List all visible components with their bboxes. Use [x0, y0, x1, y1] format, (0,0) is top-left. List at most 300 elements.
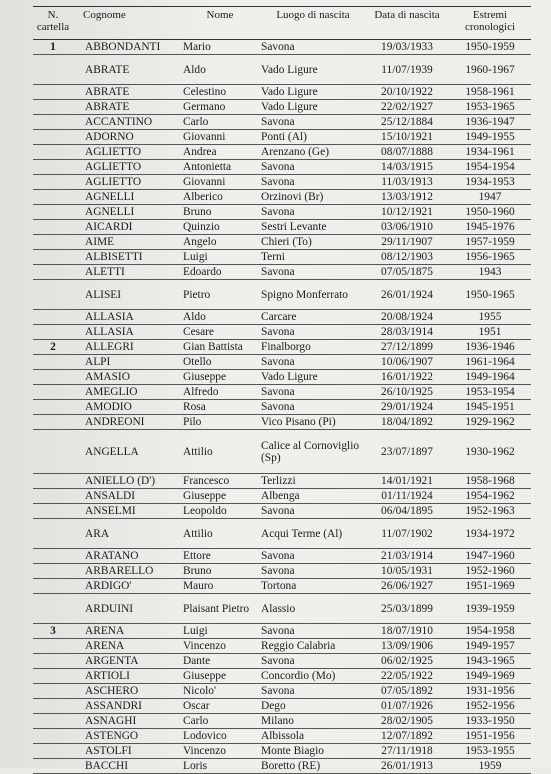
table-row — [33, 250, 531, 265]
data-nascita-cell: 07/05/1875 — [365, 265, 449, 280]
cognome-cell: ARDIGO' — [73, 579, 179, 594]
cognome-cell: ANGELLA — [73, 430, 179, 474]
table-row — [33, 55, 531, 85]
header-cartella: N. cartella — [33, 7, 73, 40]
cartella-number: 2 — [33, 340, 73, 355]
estremi-cell: 1933-1950 — [449, 714, 531, 729]
cognome-cell: ARENA — [73, 639, 179, 654]
nome-cell: Carlo — [179, 115, 261, 130]
table-row — [33, 415, 531, 430]
cartella-number — [33, 549, 73, 564]
header-row — [33, 7, 531, 40]
cartella-number — [33, 579, 73, 594]
cognome-cell: ASNAGHI — [73, 714, 179, 729]
table-row — [33, 280, 531, 310]
cognome-cell: AGNELLI — [73, 190, 179, 205]
cartella-number: 3 — [33, 624, 73, 639]
nome-cell: Oscar — [179, 699, 261, 714]
cartella-number: 1 — [33, 40, 73, 55]
luogo-cell: Vico Pisano (Pi) — [261, 415, 365, 430]
cognome-cell: ABRATE — [73, 85, 179, 100]
nome-cell: Giuseppe — [179, 669, 261, 684]
table-row — [33, 220, 531, 235]
estremi-cell: 1953-1965 — [449, 100, 531, 115]
estremi-cell: 1954-1954 — [449, 160, 531, 175]
luogo-cell: Acqui Terme (Al) — [261, 519, 365, 549]
luogo-cell: Carcare — [261, 310, 365, 325]
luogo-cell: Savona — [261, 504, 365, 519]
cartella-number — [33, 639, 73, 654]
nome-cell: Giovanni — [179, 130, 261, 145]
cartella-number — [33, 759, 73, 774]
luogo-cell: Savona — [261, 160, 365, 175]
estremi-cell: 1950-1960 — [449, 205, 531, 220]
cognome-cell: ARTIOLI — [73, 669, 179, 684]
data-nascita-cell: 22/05/1922 — [365, 669, 449, 684]
cognome-cell: ANIELLO (D') — [73, 474, 179, 489]
estremi-cell: 1954-1962 — [449, 489, 531, 504]
table-row — [33, 100, 531, 115]
cartella-number — [33, 205, 73, 220]
estremi-cell: 1951-1969 — [449, 579, 531, 594]
cognome-cell: AGLIETTO — [73, 145, 179, 160]
data-nascita-cell: 01/11/1924 — [365, 489, 449, 504]
data-nascita-cell: 01/07/1926 — [365, 699, 449, 714]
nome-cell: Attilio — [179, 430, 261, 474]
data-nascita-cell: 23/07/1897 — [365, 430, 449, 474]
nome-cell: Germano — [179, 100, 261, 115]
estremi-cell: 1934-1953 — [449, 175, 531, 190]
table-row — [33, 714, 531, 729]
cognome-cell: ASCHERO — [73, 684, 179, 699]
luogo-cell: Savona — [261, 400, 365, 415]
data-nascita-cell: 10/12/1921 — [365, 205, 449, 220]
data-nascita-cell: 28/02/1905 — [365, 714, 449, 729]
data-nascita-cell: 10/05/1931 — [365, 564, 449, 579]
nome-cell: Giuseppe — [179, 370, 261, 385]
cognome-cell: ALLASIA — [73, 310, 179, 325]
cognome-cell: ARBARELLO — [73, 564, 179, 579]
table-row — [33, 190, 531, 205]
table-row — [33, 85, 531, 100]
nome-cell: Luigi — [179, 624, 261, 639]
cognome-cell: AGLIETTO — [73, 160, 179, 175]
estremi-cell: 1954-1958 — [449, 624, 531, 639]
cognome-cell: ARENA — [73, 624, 179, 639]
luogo-cell: Chieri (To) — [261, 235, 365, 250]
nome-cell: Plaisant Pietro — [179, 594, 261, 624]
header-nome: Nome — [179, 7, 261, 40]
data-nascita-cell: 18/07/1910 — [365, 624, 449, 639]
luogo-cell: Savona — [261, 115, 365, 130]
luogo-cell: Savona — [261, 624, 365, 639]
cognome-cell: ASTOLFI — [73, 744, 179, 759]
data-nascita-cell: 11/07/1939 — [365, 55, 449, 85]
estremi-cell: 1957-1959 — [449, 235, 531, 250]
table-row — [33, 744, 531, 759]
luogo-cell: Finalborgo — [261, 340, 365, 355]
cognome-cell: AMODIO — [73, 400, 179, 415]
nome-cell: Luigi — [179, 250, 261, 265]
table-row — [33, 504, 531, 519]
luogo-cell: Concordio (Mo) — [261, 669, 365, 684]
nome-cell: Francesco — [179, 474, 261, 489]
cartella-number — [33, 85, 73, 100]
table-row — [33, 564, 531, 579]
data-nascita-cell: 19/03/1933 — [365, 40, 449, 55]
cognome-cell: ASSANDRI — [73, 699, 179, 714]
cognome-cell: ALLEGRI — [73, 340, 179, 355]
header-data-nascita: Data di nascita — [365, 7, 449, 40]
nome-cell: Bruno — [179, 564, 261, 579]
data-nascita-cell: 29/01/1924 — [365, 400, 449, 415]
data-nascita-cell: 29/11/1907 — [365, 235, 449, 250]
cognome-cell: ADORNO — [73, 130, 179, 145]
estremi-cell: 1960-1967 — [449, 55, 531, 85]
nome-cell: Pietro — [179, 280, 261, 310]
cognome-cell: ABBONDANTI — [73, 40, 179, 55]
data-nascita-cell: 27/12/1899 — [365, 340, 449, 355]
data-nascita-cell: 06/02/1925 — [365, 654, 449, 669]
data-nascita-cell: 26/01/1913 — [365, 759, 449, 774]
estremi-cell: 1949-1964 — [449, 370, 531, 385]
cartella-number — [33, 100, 73, 115]
nome-cell: Ettore — [179, 549, 261, 564]
nome-cell: Vincenzo — [179, 744, 261, 759]
table-row — [33, 355, 531, 370]
luogo-cell: Savona — [261, 549, 365, 564]
estremi-cell: 1934-1972 — [449, 519, 531, 549]
cognome-cell: ALISEI — [73, 280, 179, 310]
nome-cell: Loris — [179, 759, 261, 774]
cognome-cell: ALBISETTI — [73, 250, 179, 265]
estremi-cell: 1951-1956 — [449, 729, 531, 744]
cartella-number — [33, 235, 73, 250]
luogo-cell: Monte Biagio — [261, 744, 365, 759]
nome-cell: Andrea — [179, 145, 261, 160]
table-row — [33, 385, 531, 400]
table-row — [33, 130, 531, 145]
cognome-cell: ARA — [73, 519, 179, 549]
cartella-number — [33, 564, 73, 579]
luogo-cell: Albenga — [261, 489, 365, 504]
table-row — [33, 699, 531, 714]
cartella-number — [33, 744, 73, 759]
table-row — [33, 370, 531, 385]
cognome-cell: ARATANO — [73, 549, 179, 564]
nome-cell: Aldo — [179, 55, 261, 85]
data-nascita-cell: 12/07/1892 — [365, 729, 449, 744]
cognome-cell: ARGENTA — [73, 654, 179, 669]
estremi-cell: 1950-1965 — [449, 280, 531, 310]
table-row — [33, 684, 531, 699]
nome-cell: Carlo — [179, 714, 261, 729]
cartella-number — [33, 370, 73, 385]
cartella-number — [33, 714, 73, 729]
table-row — [33, 235, 531, 250]
cartella-number — [33, 160, 73, 175]
estremi-cell: 1943 — [449, 265, 531, 280]
cognome-cell: ANSALDI — [73, 489, 179, 504]
estremi-cell: 1955 — [449, 310, 531, 325]
cognome-cell: AGLIETTO — [73, 175, 179, 190]
cognome-cell: ANDREONI — [73, 415, 179, 430]
estremi-cell: 1929-1962 — [449, 415, 531, 430]
table-row — [33, 160, 531, 175]
luogo-cell: Savona — [261, 325, 365, 340]
cartella-number — [33, 145, 73, 160]
nome-cell: Aldo — [179, 310, 261, 325]
cartella-number — [33, 265, 73, 280]
luogo-cell: Ponti (Al) — [261, 130, 365, 145]
header-luogo-nascita: Luogo di nascita — [261, 7, 365, 40]
data-nascita-cell: 03/06/1910 — [365, 220, 449, 235]
nome-cell: Rosa — [179, 400, 261, 415]
nome-cell: Gian Battista — [179, 340, 261, 355]
nome-cell: Dante — [179, 654, 261, 669]
nome-cell: Vincenzo — [179, 639, 261, 654]
estremi-cell: 1952-1956 — [449, 699, 531, 714]
data-nascita-cell: 27/11/1918 — [365, 744, 449, 759]
cognome-cell: AIME — [73, 235, 179, 250]
estremi-cell: 1952-1960 — [449, 564, 531, 579]
cartella-number — [33, 669, 73, 684]
data-nascita-cell: 26/10/1925 — [365, 385, 449, 400]
cognome-cell: ALLASIA — [73, 325, 179, 340]
data-nascita-cell: 21/03/1914 — [365, 549, 449, 564]
estremi-cell: 1953-1954 — [449, 385, 531, 400]
cartella-number — [33, 325, 73, 340]
header-estremi-cronologici: Estremi cronologici — [449, 7, 531, 40]
nome-cell: Attilio — [179, 519, 261, 549]
cartella-number — [33, 729, 73, 744]
table-row — [33, 400, 531, 415]
data-nascita-cell: 25/03/1899 — [365, 594, 449, 624]
luogo-cell: Vado Ligure — [261, 100, 365, 115]
cartella-number — [33, 489, 73, 504]
nome-cell: Celestino — [179, 85, 261, 100]
nome-cell: Bruno — [179, 205, 261, 220]
estremi-cell: 1945-1951 — [449, 400, 531, 415]
cartella-number — [33, 474, 73, 489]
nome-cell: Leopoldo — [179, 504, 261, 519]
table-row — [33, 340, 531, 355]
cartella-number — [33, 175, 73, 190]
cartella-number — [33, 310, 73, 325]
estremi-cell: 1945-1976 — [449, 220, 531, 235]
cartella-number — [33, 115, 73, 130]
cognome-cell: AICARDI — [73, 220, 179, 235]
estremi-cell: 1961-1964 — [449, 355, 531, 370]
luogo-cell: Orzinovi (Br) — [261, 190, 365, 205]
cartella-number — [33, 504, 73, 519]
nome-cell: Lodovico — [179, 729, 261, 744]
luogo-cell: Tortona — [261, 579, 365, 594]
cartella-number — [33, 699, 73, 714]
estremi-cell: 1952-1963 — [449, 504, 531, 519]
luogo-cell: Arenzano (Ge) — [261, 145, 365, 160]
cognome-cell: ARDUINI — [73, 594, 179, 624]
table-row — [33, 489, 531, 504]
data-nascita-cell: 13/09/1906 — [365, 639, 449, 654]
cartella-number — [33, 280, 73, 310]
luogo-cell: Savona — [261, 175, 365, 190]
table-row — [33, 654, 531, 669]
table-row — [33, 549, 531, 564]
nome-cell: Alberico — [179, 190, 261, 205]
data-nascita-cell: 14/01/1921 — [365, 474, 449, 489]
data-nascita-cell: 15/10/1921 — [365, 130, 449, 145]
luogo-cell: Sestri Levante — [261, 220, 365, 235]
cognome-cell: ABRATE — [73, 55, 179, 85]
nome-cell: Cesare — [179, 325, 261, 340]
table-row — [33, 145, 531, 160]
data-nascita-cell: 07/05/1892 — [365, 684, 449, 699]
registry-table — [33, 6, 531, 774]
cognome-cell: ALETTI — [73, 265, 179, 280]
table-row — [33, 175, 531, 190]
estremi-cell: 1958-1968 — [449, 474, 531, 489]
luogo-cell: Vado Ligure — [261, 370, 365, 385]
cartella-number — [33, 355, 73, 370]
data-nascita-cell: 25/12/1884 — [365, 115, 449, 130]
cartella-number — [33, 519, 73, 549]
cartella-number — [33, 654, 73, 669]
estremi-cell: 1934-1961 — [449, 145, 531, 160]
luogo-cell: Albissola — [261, 729, 365, 744]
estremi-cell: 1956-1965 — [449, 250, 531, 265]
estremi-cell: 1949-1957 — [449, 639, 531, 654]
nome-cell: Giuseppe — [179, 489, 261, 504]
nome-cell: Nicolo' — [179, 684, 261, 699]
cognome-cell: AMASIO — [73, 370, 179, 385]
cognome-cell: ALPI — [73, 355, 179, 370]
table-row — [33, 579, 531, 594]
nome-cell: Angelo — [179, 235, 261, 250]
cartella-number — [33, 594, 73, 624]
data-nascita-cell: 06/04/1895 — [365, 504, 449, 519]
estremi-cell: 1936-1947 — [449, 115, 531, 130]
table-row — [33, 474, 531, 489]
table-row — [33, 669, 531, 684]
estremi-cell: 1936-1946 — [449, 340, 531, 355]
nome-cell: Edoardo — [179, 265, 261, 280]
estremi-cell: 1950-1959 — [449, 40, 531, 55]
data-nascita-cell: 18/04/1892 — [365, 415, 449, 430]
table-row — [33, 639, 531, 654]
table-row — [33, 310, 531, 325]
cartella-number — [33, 55, 73, 85]
cartella-number — [33, 430, 73, 474]
table-row — [33, 115, 531, 130]
cartella-number — [33, 400, 73, 415]
cartella-number — [33, 220, 73, 235]
data-nascita-cell: 13/03/1912 — [365, 190, 449, 205]
estremi-cell: 1959 — [449, 759, 531, 774]
luogo-cell: Savona — [261, 355, 365, 370]
data-nascita-cell: 08/12/1903 — [365, 250, 449, 265]
estremi-cell: 1958-1961 — [449, 85, 531, 100]
cartella-number — [33, 385, 73, 400]
data-nascita-cell: 28/03/1914 — [365, 325, 449, 340]
estremi-cell: 1930-1962 — [449, 430, 531, 474]
nome-cell: Mario — [179, 40, 261, 55]
nome-cell: Pilo — [179, 415, 261, 430]
nome-cell: Mauro — [179, 579, 261, 594]
data-nascita-cell: 20/08/1924 — [365, 310, 449, 325]
table-row — [33, 624, 531, 639]
data-nascita-cell: 26/06/1927 — [365, 579, 449, 594]
estremi-cell: 1947-1960 — [449, 549, 531, 564]
cartella-number — [33, 190, 73, 205]
header-cognome: Cognome — [73, 7, 179, 40]
table-row — [33, 519, 531, 549]
data-nascita-cell: 11/03/1913 — [365, 175, 449, 190]
luogo-cell: Savona — [261, 205, 365, 220]
table-row — [33, 594, 531, 624]
estremi-cell: 1953-1955 — [449, 744, 531, 759]
table-row — [33, 729, 531, 744]
data-nascita-cell: 22/02/1927 — [365, 100, 449, 115]
luogo-cell: Savona — [261, 265, 365, 280]
luogo-cell: Savona — [261, 40, 365, 55]
cognome-cell: ANSELMI — [73, 504, 179, 519]
cartella-number — [33, 415, 73, 430]
luogo-cell: Calice al Cornoviglio (Sp) — [261, 430, 365, 474]
table-row — [33, 430, 531, 474]
luogo-cell: Milano — [261, 714, 365, 729]
estremi-cell: 1943-1965 — [449, 654, 531, 669]
luogo-cell: Vado Ligure — [261, 85, 365, 100]
estremi-cell: 1939-1959 — [449, 594, 531, 624]
table-row — [33, 205, 531, 220]
cartella-number — [33, 684, 73, 699]
nome-cell: Giovanni — [179, 175, 261, 190]
luogo-cell: Savona — [261, 684, 365, 699]
cognome-cell: ABRATE — [73, 100, 179, 115]
cognome-cell: ACCANTINO — [73, 115, 179, 130]
data-nascita-cell: 20/10/1922 — [365, 85, 449, 100]
luogo-cell: Dego — [261, 699, 365, 714]
luogo-cell: Vado Ligure — [261, 55, 365, 85]
luogo-cell: Spigno Monferrato — [261, 280, 365, 310]
estremi-cell: 1951 — [449, 325, 531, 340]
nome-cell: Antonietta — [179, 160, 261, 175]
data-nascita-cell: 08/07/1888 — [365, 145, 449, 160]
luogo-cell: Savona — [261, 564, 365, 579]
estremi-cell: 1949-1969 — [449, 669, 531, 684]
table-row — [33, 759, 531, 774]
data-nascita-cell: 10/06/1907 — [365, 355, 449, 370]
cognome-cell: BACCHI — [73, 759, 179, 774]
table-row — [33, 40, 531, 55]
estremi-cell: 1949-1955 — [449, 130, 531, 145]
luogo-cell: Alassio — [261, 594, 365, 624]
data-nascita-cell: 16/01/1922 — [365, 370, 449, 385]
luogo-cell: Terlizzi — [261, 474, 365, 489]
luogo-cell: Terni — [261, 250, 365, 265]
luogo-cell: Boretto (RE) — [261, 759, 365, 774]
estremi-cell: 1931-1956 — [449, 684, 531, 699]
cognome-cell: AMEGLIO — [73, 385, 179, 400]
cartella-number — [33, 250, 73, 265]
nome-cell: Quinzio — [179, 220, 261, 235]
cartella-number — [33, 130, 73, 145]
luogo-cell: Reggio Calabria — [261, 639, 365, 654]
estremi-cell: 1947 — [449, 190, 531, 205]
data-nascita-cell: 14/03/1915 — [365, 160, 449, 175]
table-row — [33, 325, 531, 340]
